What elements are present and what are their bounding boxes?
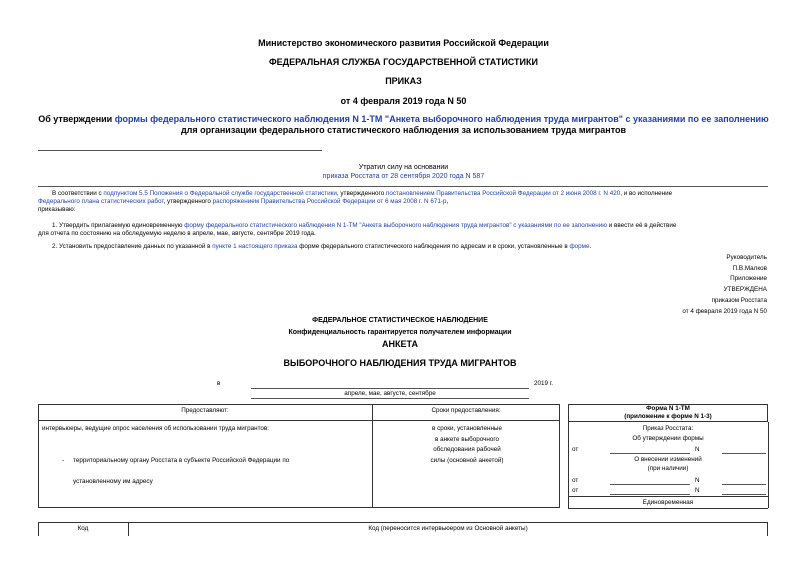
item-2 xyxy=(38,243,770,251)
single-label: Единовременная xyxy=(642,499,694,506)
regulation-link[interactable]: подпунктом 5.5 Положения о Федеральной службе государственной статистики xyxy=(103,190,337,197)
right-block-right-border xyxy=(768,422,769,508)
doc-title xyxy=(20,114,787,136)
in-label: в xyxy=(217,380,221,387)
preamble-text: , и во исполнение xyxy=(620,190,673,197)
doc-title-link[interactable]: формы федерального статистического наблюдения N 1-ТМ "Анкета выборочного наблюдения труда мигрантов" с указаниями по ее заполнению xyxy=(114,114,769,124)
service-name: ФЕДЕРАЛЬНАЯ СЛУЖБА ГОСУДАРСТВЕННОЙ СТАТИСТИКИ xyxy=(269,57,538,67)
code-label: Код xyxy=(77,525,89,532)
caption-underline xyxy=(251,398,529,399)
doc-date-number: от 4 февраля 2019 года N 50 xyxy=(340,96,467,106)
federal-plan-link[interactable]: Федерального плана статистических работ xyxy=(38,198,164,205)
form-heading-3: АНКЕТА xyxy=(382,339,418,349)
item-text: и ввести её в действие xyxy=(607,222,677,229)
change-number-input-2[interactable] xyxy=(722,494,766,495)
n-label: N xyxy=(695,487,700,494)
item-text: 2. Установить предоставление данных по указанной в xyxy=(52,243,213,250)
preamble-text: , утвержденного xyxy=(336,190,386,197)
item-text: для отчета по состоянию на обследуемую неделю в апреле, мае, августе, сентябре 2019 года. xyxy=(38,230,316,237)
from-label: от xyxy=(572,477,579,484)
order-link[interactable]: распоряжением Правительства Российской Федерации от 6 мая 2008 г. N 671-р xyxy=(212,198,447,205)
preamble-paragraph xyxy=(38,190,770,214)
period-input-line[interactable] xyxy=(251,388,529,389)
approved-label: УТВЕРЖДЕНА xyxy=(723,286,767,293)
signer-name: П.В.Малков xyxy=(732,265,767,272)
col-terms-header: Сроки предоставления: xyxy=(431,407,501,414)
lost-force-note: Утратил силу на основании xyxy=(358,164,449,171)
n-label: N xyxy=(695,477,700,484)
terms-line-1: в сроки, установленные xyxy=(432,425,502,432)
if-any-label: (при наличии) xyxy=(647,465,689,472)
separator-line xyxy=(38,150,322,151)
point-link[interactable]: пункте 1 настоящего приказа xyxy=(212,243,298,250)
preamble-text: , xyxy=(446,198,449,205)
lost-force-link[interactable]: приказа Росстата от 28 сентября 2020 года N 587 xyxy=(322,173,485,180)
from-label: от xyxy=(572,487,579,494)
col-provide-header: Предоставляют: xyxy=(181,407,229,414)
order-date: от 4 февраля 2019 года N 50 xyxy=(682,308,767,315)
change-number-input-1[interactable] xyxy=(722,484,766,485)
signer-role: Руководитель xyxy=(726,254,767,261)
item-text: . xyxy=(589,243,592,250)
form-heading-1: ФЕДЕРАЛЬНОЕ СТАТИСТИЧЕСКОЕ НАБЛЮДЕНИЕ xyxy=(312,317,488,324)
item-text: 1. Утвердить прилагаемую единовременную xyxy=(52,222,185,229)
approve-form-label: Об утверждении формы xyxy=(632,435,704,442)
order-label: приказом Росстата xyxy=(711,297,767,304)
form-link[interactable]: форму федерального статистического наблюдения N 1-ТМ "Анкета выборочного наблюдения труда мигрантов" с указаниями по ее заполнению xyxy=(184,222,608,229)
form-appendix-ref: (приложение к форме N 1-3) xyxy=(624,413,712,420)
doc-title-suffix: для организации федерального статистического наблюдения за использованием труда мигрантов xyxy=(180,125,627,135)
provide-row-1: интервьюеры, ведущие опрос населения об использовании труда мигрантов: xyxy=(42,425,269,432)
form-number: Форма N 1-ТМ xyxy=(646,405,690,412)
form-heading-4: ВЫБОРОЧНОГО НАБЛЮДЕНИЯ ТРУДА МИГРАНТОВ xyxy=(283,358,517,368)
doc-type: ПРИКАЗ xyxy=(385,76,422,86)
separator-line xyxy=(38,186,768,187)
n-label: N xyxy=(695,446,700,453)
months-caption: апреле, мае, августе, сентябре xyxy=(344,390,436,397)
preamble-text: , утвержденного xyxy=(163,198,213,205)
change-date-input-1[interactable] xyxy=(610,484,690,485)
terms-line-4: силы (основной анкетой) xyxy=(430,457,504,464)
code-note: Код (переносится интервьюером из Основной анкеты) xyxy=(368,525,528,532)
decree-link[interactable]: постановлением Правительства Российской Федерации от 2 июня 2008 г. N 420 xyxy=(385,190,621,197)
form-ref-link[interactable]: форме xyxy=(569,243,590,250)
provide-row-3: установленному им адресу xyxy=(73,478,153,485)
item-text: форме федерального статистического наблюдения по адресам и в сроки, установленные в xyxy=(297,243,570,250)
terms-line-3: обследования рабочей xyxy=(433,446,501,453)
form-heading-2: Конфиденциальность гарантируется получателем информации xyxy=(288,329,512,336)
table-header-border xyxy=(38,420,560,421)
preamble-text: В соответствии с xyxy=(52,190,104,197)
doc-title-prefix: Об утверждении xyxy=(38,114,115,124)
terms-line-2: в анкете выборочного xyxy=(434,436,500,443)
approve-date-input[interactable] xyxy=(610,453,690,454)
year-label: 2019 г. xyxy=(534,380,554,387)
ministry-name: Министерство экономического развития Российской Федерации xyxy=(258,38,549,48)
appendix-label: Приложение xyxy=(730,275,767,282)
approve-number-input[interactable] xyxy=(722,453,766,454)
single-divider xyxy=(568,496,768,497)
change-date-input-2[interactable] xyxy=(610,494,690,495)
order-word: приказываю: xyxy=(38,206,76,213)
bullet-dash: - xyxy=(62,457,65,464)
right-block-bottom-border xyxy=(568,508,768,509)
order-rosstat-label: Приказ Росстата: xyxy=(642,425,694,432)
changes-label: О внесении изменений xyxy=(634,456,702,463)
table-column-divider xyxy=(372,404,373,508)
from-label: от xyxy=(572,446,579,453)
provide-row-2: территориальному органу Росстата в субъекте Российской Федерации по xyxy=(73,457,290,464)
item-1 xyxy=(38,222,770,238)
